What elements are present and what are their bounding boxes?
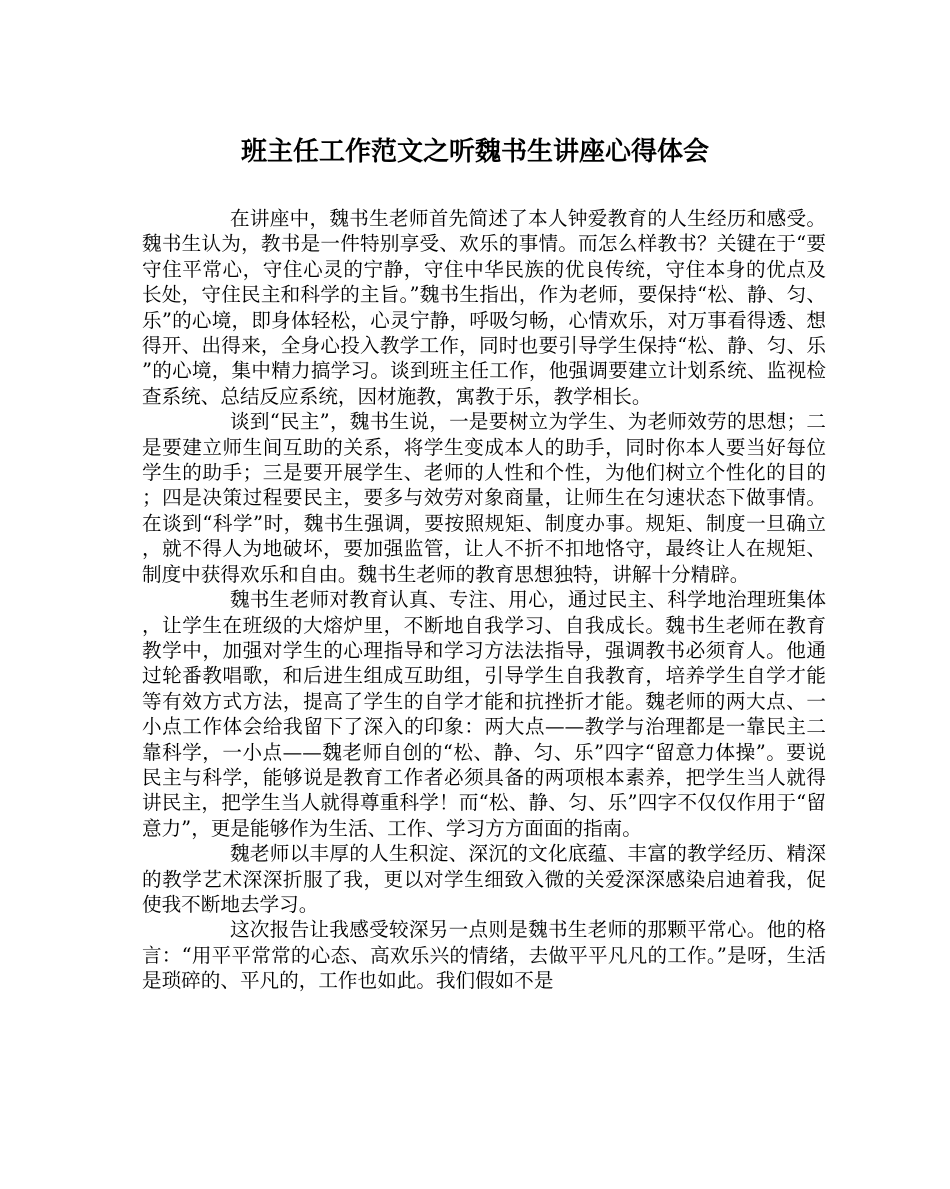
paragraph: 谈到“民主”，魏书生说，一是要树立为学生、为老师效劳的思想；二是要建立师生间互助的关系，将学生变成本人的助手，同时你本人要当好每位学生的助手；三是要开展学生、老师的人性和个性，为他们树立个性化的目的；四是决策过程要民主，要多与效劳对象商量，让师生在匀速状态下做事情。在谈到“科学”时，魏书生强调，要按照规矩、制度办事。规矩、制度一旦确立，就不得人为地破坏，要加强监管，让人不折不扣地恪守，最终让人在规矩、制度中获得欢乐和自由。魏书生老师的教育思想独特，讲解十分精辟。 [142, 410, 826, 586]
paragraph: 魏老师以丰厚的人生积淀、深沉的文化底蕴、丰富的教学经历、精深的教学艺术深深折服了我，更以对学生细致入微的关爱深深感染启迪着我，促使我不断地去学习。 [142, 842, 826, 916]
paragraph: 这次报告让我感受较深另一点则是魏书生老师的那颗平常心。他的格言：“用平平常常的心态、高欢乐兴的情绪，去做平平凡凡的工作。”是呀，生活是琐碎的、平凡的，工作也如此。我们假如不是 [142, 918, 826, 993]
document-body [142, 206, 826, 994]
document-title: 班主任工作范文之听魏书生讲座心得体会 [240, 137, 709, 167]
paragraph: 在讲座中，魏书生老师首先简述了本人钟爱教育的人生经历和感受。魏书生认为，教书是一件特别享受、欢乐的事情。而怎么样教书？关键在于“要守住平常心，守住心灵的宁静，守住中华民族的优良传统，守住本身的优点及长处，守住民主和科学的主旨。”魏书生指出，作为老师，要保持“松、静、匀、乐”的心境，即身体轻松，心灵宁静，呼吸匀畅，心情欢乐，对万事看得透、想得开、出得来，全身心投入教学工作，同时也要引导学生保持“松、静、匀、乐”的心境，集中精力搞学习。谈到班主任工作，他强调要建立计划系统、监视检查系统、总结反应系统，因材施教，寓教于乐，教学相长。 [142, 207, 826, 408]
paragraph: 魏书生老师对教育认真、专注、用心，通过民主、科学地治理班集体，让学生在班级的大熔炉里，不断地自我学习、自我成长。魏书生老师在教育教学中，加强对学生的心理指导和学习方法法指导，强调教书必须育人。他通过轮番教唱歌，和后进生组成互助组，引导学生自我教育，培养学生自学才能等有效方式方法，提高了学生的自学才能和抗挫折才能。魏老师的两大点、一小点工作体会给我留下了深入的印象：两大点——教学与治理都是一靠民主二靠科学，一小点——魏老师自创的“松、静、匀、乐”四字“留意力体操”。要说民主与科学，能够说是教育工作者必须具备的两项根本素养，把学生当人就得讲民主，把学生当人就得尊重科学！而“松、静、匀、乐”四字不仅仅作用于“留意力”，更是能够作为生活、工作、学习方方面面的指南。 [142, 588, 826, 840]
